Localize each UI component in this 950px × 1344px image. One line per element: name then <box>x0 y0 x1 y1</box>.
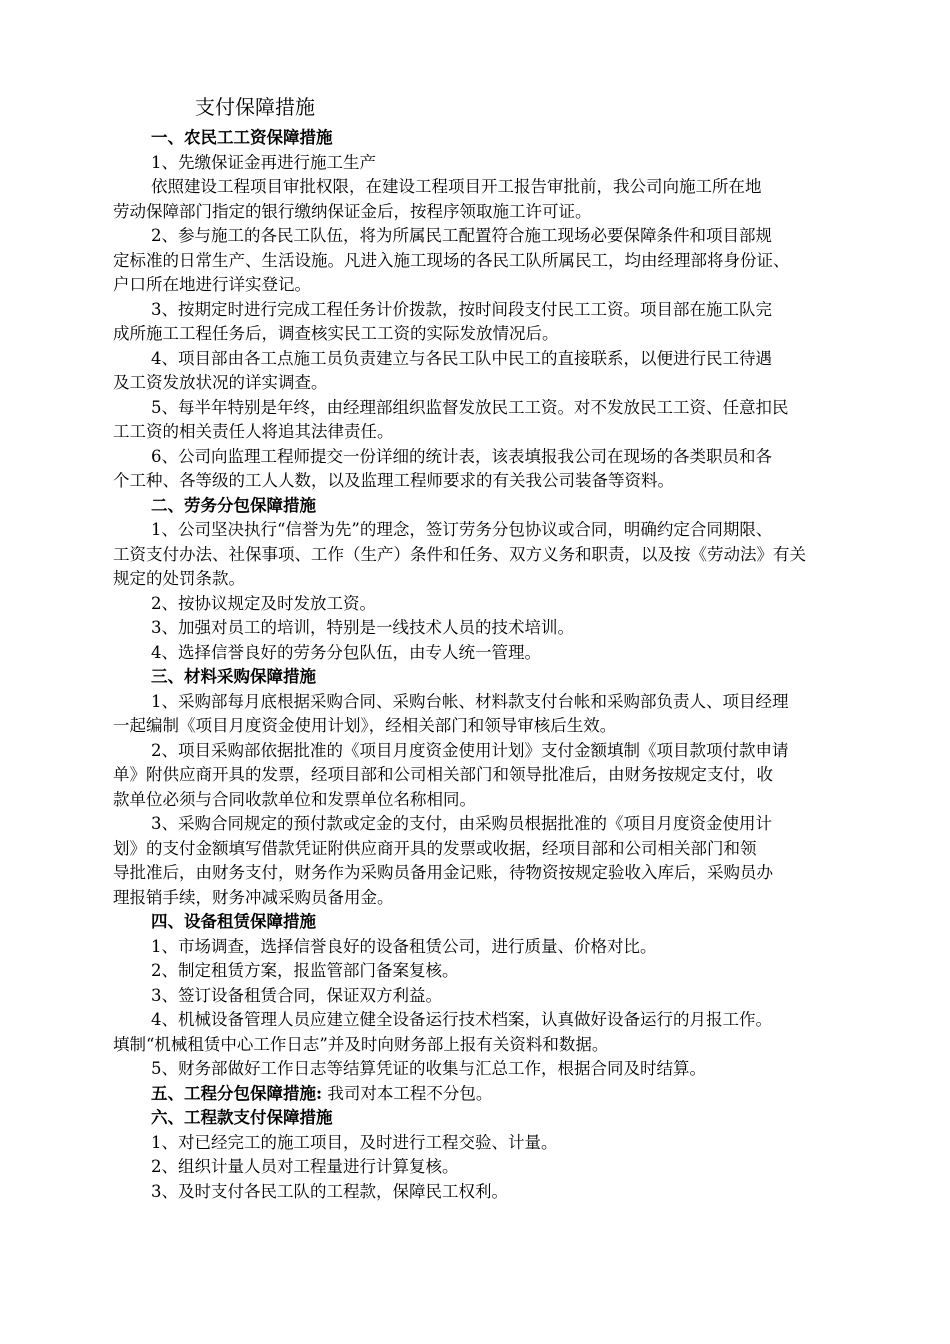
paragraph-line: 2、按协议规定及时发放工资。 <box>151 593 376 613</box>
paragraph-line: 2、项目采购部依据批准的《项目月度资金使用计划》支付金额填制《项目款项付款申请 <box>151 740 789 760</box>
paragraph-line: 一起编制《项目月度资金使用计划》，经相关部门和领导审核后生效。 <box>113 716 617 735</box>
paragraph-line: 单》附供应商开具的发票，经项目部和公司相关部门和领导批准后，由财务按规定支付，收 <box>113 765 773 784</box>
paragraph-line: 5、每半年特别是年终，由经理部组织监督发放民工工资。对不发放民工工资、任意扣民 <box>151 397 789 417</box>
paragraph-line: 划》的支付金额填写借款凭证附供应商开具的发票或收据，经项目部和公司相关部门和领 <box>113 838 757 858</box>
paragraph-line: 3、及时支付各民工队的工程款，保障民工权利。 <box>151 1181 508 1201</box>
paragraph-line: 4、选择信誉良好的劳务分包队伍，由专人统一管理。 <box>151 642 541 662</box>
section-heading-text: 五、工程分包保障措施: <box>151 1083 323 1103</box>
paragraph-line: 规定的处罚条款。 <box>113 569 245 588</box>
paragraph-line: 1、采购部每月底根据采购合同、采购台帐、材料款支付台帐和采购部负责人、项目经理 <box>151 691 789 711</box>
paragraph-line: 5、财务部做好工作日志等结算凭证的收集与汇总工作，根据合同及时结算。 <box>151 1059 706 1078</box>
paragraph-line: 4、机械设备管理人员应建立健全设备运行技术档案，认真做好设备运行的月报工作。 <box>151 1010 772 1029</box>
paragraph-line: 2、制定租赁方案，报监管部门备案复核。 <box>151 961 459 980</box>
paragraph-line: 工工资的相关责任人将追其法律责任。 <box>113 422 394 441</box>
paragraph-line: 2、参与施工的各民工队伍，将为所属民工配置符合施工现场必要保障条件和项目部规 <box>151 226 772 245</box>
document-body <box>113 126 855 1204</box>
section-heading <box>113 1082 855 1107</box>
paragraph-line: 1、先缴保证金再进行施工生产 <box>151 152 376 172</box>
paragraph-line: 1、市场调查，选择信誉良好的设备租赁公司，进行质量、价格对比。 <box>151 936 657 956</box>
paragraph-line: 2、组织计量人员对工程量进行计算复核。 <box>151 1157 459 1176</box>
paragraph-line: 成所施工工程任务后，调查核实民工工资的实际发放情况后。 <box>113 324 559 343</box>
paragraph-line: 3、按期定时进行完成工程任务计价拨款，按时间段支付民工工资。项目部在施工队完 <box>151 299 772 319</box>
paragraph-line: 1、公司坚决执行“信誉为先”的理念，签订劳务分包协议或合同，明确约定合同期限、 <box>151 520 773 539</box>
section-heading-text: 二、劳务分包保障措施 <box>151 495 316 515</box>
section-heading-tail: 我司对本工程不分包。 <box>322 1083 493 1103</box>
paragraph-line: 款单位必须与合同收款单位和发票单位名称相同。 <box>113 789 476 809</box>
section-heading <box>113 1106 855 1131</box>
section-heading <box>113 910 855 935</box>
paragraph-line: 1、对已经完工的施工项目，及时进行工程交验、计量。 <box>151 1132 558 1152</box>
paragraph-line: 导批准后，由财务支付，财务作为采购员备用金记账，待物资按规定验收入库后，采购员办 <box>113 863 773 882</box>
paragraph-line: 3、签订设备租赁合同，保证双方利益。 <box>151 985 442 1005</box>
paragraph-line: 个工种、各等级的工人人数，以及监理工程师要求的有关我公司装备等资料。 <box>113 471 674 490</box>
section-heading <box>113 126 855 151</box>
section-heading-text: 四、设备租赁保障措施 <box>151 912 316 931</box>
document-title: 支付保障措施 <box>195 95 315 119</box>
paragraph-line: 定标准的日常生产、生活设施。凡进入施工现场的各民工队所属民工，均由经理部将身份证、 <box>113 250 790 270</box>
paragraph-line: 户口所在地进行详实登记。 <box>113 275 311 294</box>
paragraph-line: 6、公司向监理工程师提交一份详细的统计表，该表填报我公司在现场的各类职员和各 <box>151 446 772 466</box>
paragraph-line: 理报销手续，财务冲减采购员备用金。 <box>113 887 394 907</box>
paragraph-line: 4、项目部由各工点施工员负责建立与各民工队中民工的直接联系，以便进行民工待遇 <box>151 348 772 368</box>
section-heading-text: 三、材料采购保障措施 <box>151 667 316 686</box>
paragraph-line: 及工资发放状况的详实调查。 <box>113 373 328 392</box>
paragraph-line: 工资支付办法、社保事项、工作（生产）条件和任务、双方义务和职责，以及按《劳动法》有关 <box>113 544 806 564</box>
document-page <box>113 92 855 1204</box>
paragraph-line: 依照建设工程项目审批权限，在建设工程项目开工报告审批前，我公司向施工所在地 <box>151 177 762 196</box>
section-heading <box>113 665 855 690</box>
paragraph-line: 劳动保障部门指定的银行缴纳保证金后，按程序领取施工许可证。 <box>113 201 592 221</box>
paragraph-line: 3、采购合同规定的预付款或定金的支付，由采购员根据批准的《项目月度资金使用计 <box>151 814 772 833</box>
paragraph-line: 填制“机械租赁中心工作日志”并及时向财务部上报有关资料和数据。 <box>113 1034 609 1054</box>
section-heading <box>113 494 855 519</box>
paragraph-line: 3、加强对员工的培训，特别是一线技术人员的技术培训。 <box>151 618 574 637</box>
section-heading-text: 一、农民工工资保障措施 <box>151 128 333 147</box>
section-heading-text: 六、工程款支付保障措施 <box>151 1108 333 1127</box>
